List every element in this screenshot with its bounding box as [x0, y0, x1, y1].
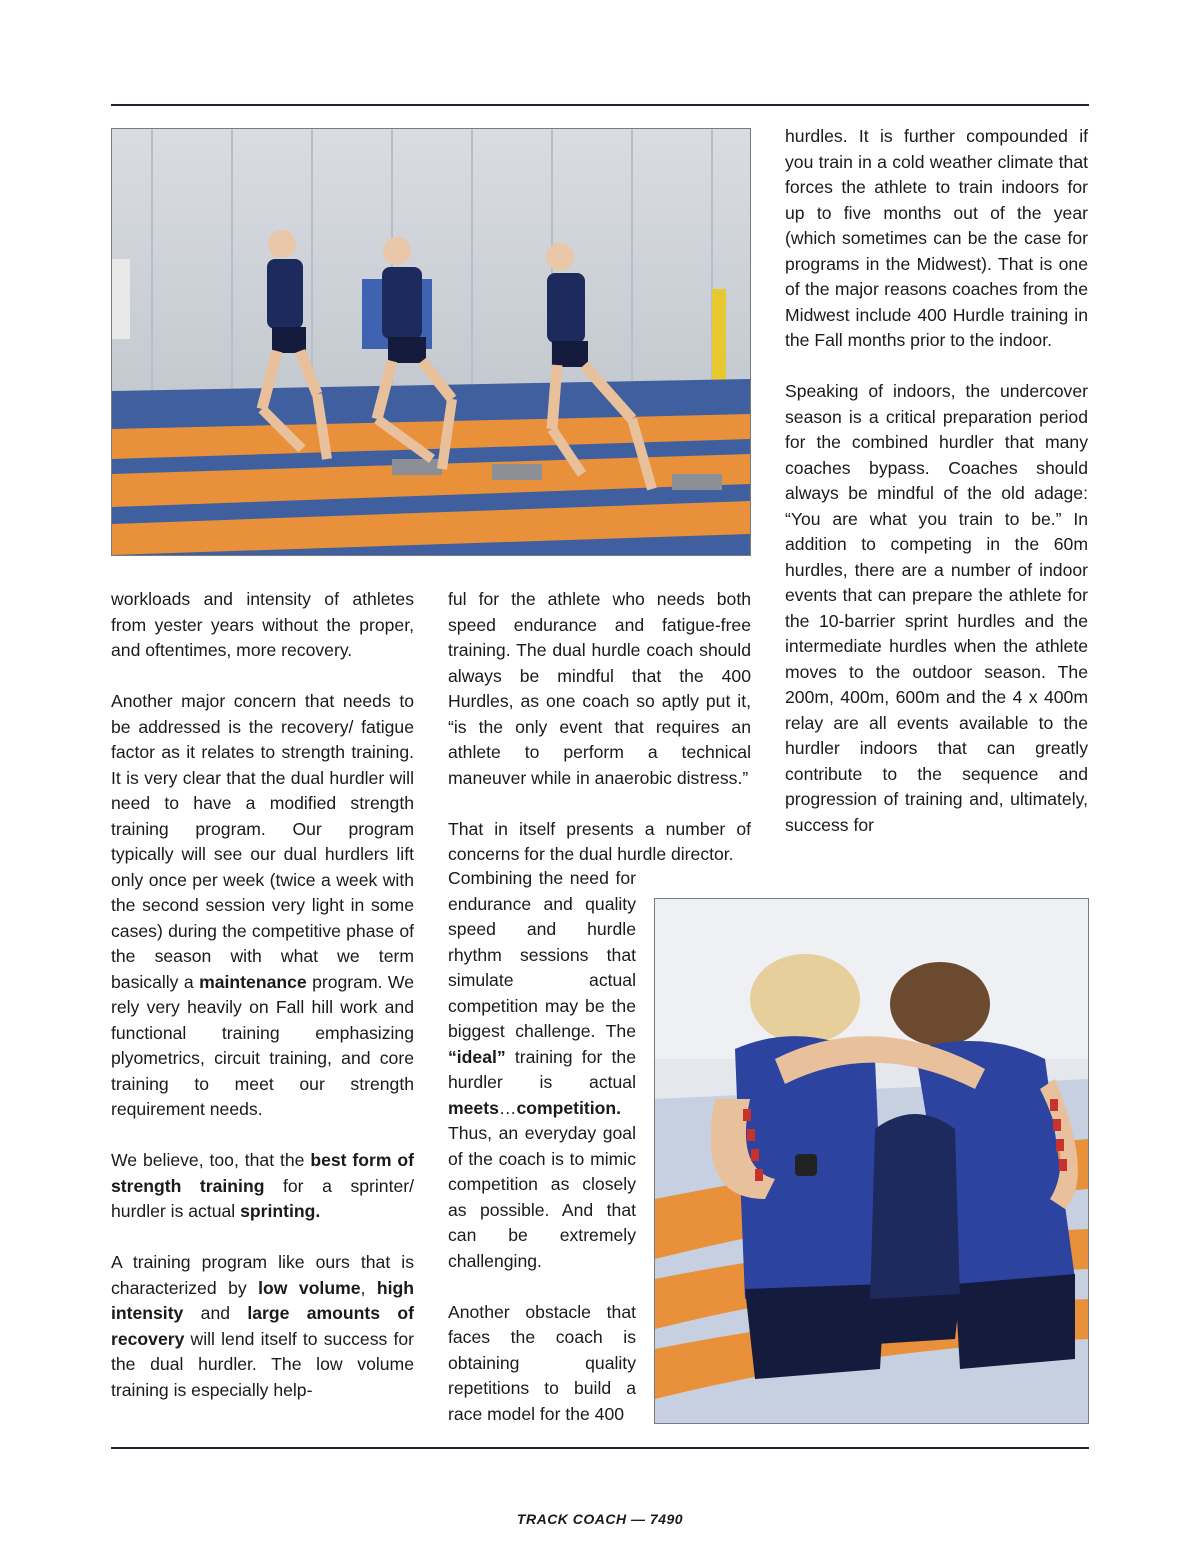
- col3-paragraph-2: Speaking of indoors, the undercover season is a critical preparation period for the combined hurdler that many coaches bypass. Coaches should always be mindful of the old adage: “You are what you train to be.” In addition to competing in the 60m hurdles, there are a number of indoor events that can prepare the athlete for the 10-barrier sprint hurdles and the intermediate hurdles when the athlete moves to the outdoor season. The 200m, 400m, 600m and the 4 x 400m relay are all events available to the hurdler indoors that can greatly contribute to the sequence and progression of training and, ultimately, success for: [785, 381, 1088, 835]
- col1-paragraph-3: We believe, too, that the best form of strength training for a sprinter/ hurdler is actual sprinting.: [111, 1150, 414, 1221]
- bottom-rule: [111, 1447, 1089, 1449]
- page-footer: TRACK COACH — 7490: [516, 1511, 684, 1527]
- sprint-start-illustration: [112, 129, 750, 555]
- col1-paragraph-1: workloads and intensity of athletes from yester years without the proper, and oftentimes, more recovery.: [111, 589, 414, 660]
- col1-paragraph-4: A training program like ours that is characterized by low volume, high intensity and large amounts of recovery will lend itself to success for the dual hurdler. The low volume training is especially help-: [111, 1252, 414, 1400]
- col3-paragraph-1: hurdles. It is further compounded if you train in a cold weather climate that forces the athlete to train indoors for up to five months out of the year (which sometimes can be the case for programs in the Midwest). That is one of the major reasons coaches from the Midwest include 400 Hurdle training in the Fall months prior to the indoor.: [785, 126, 1088, 350]
- col1-paragraph-2: Another major concern that needs to be addressed is the recovery/ fatigue factor as it relates to strength training. It is very clear that the dual hurdler will need to have a modified strength training program. Our program typically will see our dual hurdlers lift only once per week (twice a week with the second session very light in some cases) during the competitive phase of the season with what we term basically a maintenance program. We rely very heavily on Fall hill work and functional training emphasizing plyometrics, circuit training, and core training to meet our strength requirement needs.: [111, 691, 414, 1119]
- col2-paragraph-2-top: That in itself presents a number of concerns for the dual hurdle director.: [448, 818, 751, 864]
- column-3: [785, 124, 1088, 838]
- team-huddle-illustration: [655, 899, 1088, 1423]
- column-1: [111, 587, 414, 1403]
- sprint-start-photo: [111, 128, 751, 556]
- column-2-narrow: [448, 866, 636, 1427]
- col2-paragraph-3: Another obstacle that faces the coach is obtaining quality repetitions to build a race model for the 400: [448, 1301, 636, 1424]
- column-2-top: [448, 587, 751, 868]
- team-huddle-photo: [654, 898, 1089, 1424]
- col2-paragraph-1: ful for the athlete who needs both speed endurance and fatigue-free training. The dual hurdle coach should always be mindful that the 400 Hurdles, as one coach so aptly put it, “is the only event that requires an athlete to perform a technical maneuver while in anaerobic distress.”: [448, 589, 751, 788]
- col2-paragraph-2-cont: Combining the need for endurance and quality speed and hurdle rhythm sessions that simulate actual competition may be the biggest challenge. The “ideal” training for the hurdler is actual meets…competition. Thus, an everyday goal of the coach is to mimic competition as closely as possible. And that can be extremely challenging.: [448, 868, 636, 1271]
- top-rule: [111, 104, 1089, 106]
